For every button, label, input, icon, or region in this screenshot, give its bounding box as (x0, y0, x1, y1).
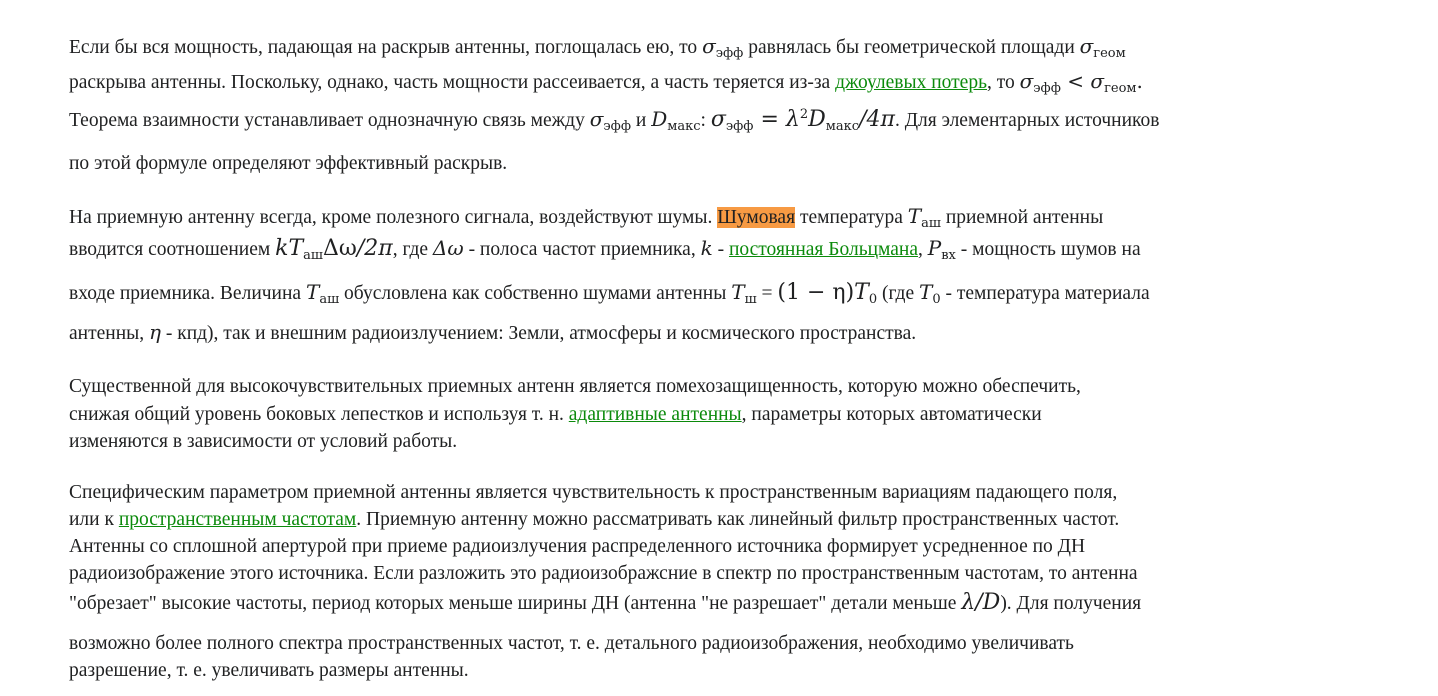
text: (где (877, 283, 919, 304)
text-line (69, 280, 1150, 305)
text: или к (69, 509, 119, 530)
text-line (69, 482, 1117, 504)
text-line (69, 69, 1143, 94)
text: обусловлена как собственно шумами антенны (339, 283, 732, 304)
text: - полоса частот приемника, (463, 239, 701, 260)
text: , (917, 239, 928, 260)
text: "обрезает" высокие частоты, период которых меньше ширины ДН (антенна "не разрешает" детали меньше (69, 593, 962, 614)
text: - температура материала (940, 283, 1150, 304)
text: - (712, 239, 729, 260)
text: : (700, 110, 711, 131)
text: = (756, 283, 778, 304)
text: равнялась бы геометрической площади (743, 37, 1080, 58)
link-spatial-frequencies[interactable]: пространственным частотам (118, 509, 357, 530)
text: приемной антенны (940, 207, 1104, 228)
text-line (69, 153, 507, 175)
text: возможно более полного спектра пространственных частот, т. е. детального радиоизображения, необходимо увеличивать (69, 633, 1074, 654)
text-line (69, 660, 469, 682)
text: снижая общий уровень боковых лепестков и используя т. н. (69, 404, 569, 425)
text: вводится соотношением (69, 239, 276, 260)
text: Существенной для высокочувствительных приемных антенн является помехозащищенность, которую можно обеспечить, (69, 376, 1081, 397)
text: Специфическим параметром приемной антенны является чувствительность к пространственным вариациям падающего поля, (69, 482, 1118, 503)
text: по этой формуле определяют эффективный раскрыв. (69, 153, 508, 174)
text-line (69, 204, 1103, 229)
text-line (69, 107, 1159, 132)
text: . Приемную антенну можно рассматривать как линейный фильтр пространственных частот. (356, 509, 1120, 530)
math-delta-omega: Δω (432, 236, 464, 260)
math-t-ash: $T_{аш}$ (305, 280, 340, 307)
text-line (69, 590, 1141, 615)
math-lambda-over-d: λ/D (961, 590, 1001, 615)
text: - кпд), так и внешним радиоизлучением: Земли, атмосферы и космического пространства. (160, 323, 917, 344)
link-boltzmann-constant[interactable]: постоянная Больцмана (728, 239, 918, 260)
text: разрешение, т. е. увеличивать размеры антенны. (69, 660, 469, 681)
text: На приемную антенну всегда, кроме полезного сигнала, воздействуют шумы. (69, 207, 718, 228)
math-inequality: $\sigma_{эфф} < \sigma_{геом}$. (1019, 69, 1143, 96)
text: радиоизображение этого источника. Если разложить это радиоизображсние в спектр по пространственным частотам, то антенна (69, 563, 1138, 584)
text: Антенны со сплошной апертурой при приеме радиоизлучения распределенного источника формирует усредненное по ДН (69, 536, 1086, 557)
math-eta: η (149, 320, 161, 344)
math-noise-formula: $kT_{аш}\Delta\omega/2\pi$ (275, 236, 393, 263)
text-line (69, 536, 1085, 558)
text: входе приемника. Величина (69, 283, 306, 304)
search-highlight: Шумовая (717, 207, 796, 228)
math-sigma-eff: $\sigma_{эфф}$ (589, 107, 631, 134)
text: температура (795, 207, 908, 228)
text: раскрыва антенны. Поскольку, однако, часть мощности рассеивается, а часть теряется из-за (69, 72, 836, 93)
math-antenna-noise-formula: $(1 - \eta)T_0$ (777, 280, 878, 307)
text: изменяются в зависимости от условий работы. (69, 431, 458, 452)
math-t-ash: $T_{аш}$ (907, 204, 941, 231)
text-line (69, 320, 916, 345)
link-joule-losses[interactable]: джоулевых потерь (835, 72, 987, 93)
math-t0: $T_0$ (919, 280, 941, 307)
text: и (631, 110, 652, 131)
link-adaptive-antennas[interactable]: адаптивные антенны (568, 404, 742, 425)
text: , то (986, 72, 1020, 93)
math-sigma-geom: $\sigma_{геом}$ (1079, 34, 1126, 61)
math-d-max: $D_{макс}$ (651, 107, 701, 134)
text-line (69, 633, 1074, 655)
text-line (69, 431, 457, 453)
text: Теорема взаимности устанавливает однозначную связь между (69, 110, 590, 131)
math-p-vx: $P_{вх}$ (927, 236, 956, 263)
text: антенны, (69, 323, 149, 344)
text-line (69, 236, 1141, 261)
text: , параметры которых автоматически (741, 404, 1042, 425)
text: Если бы вся мощность, падающая на раскрыв антенны, поглощалась ею, то (69, 37, 703, 58)
math-sigma-eff: $\sigma_{эфф}$ (702, 34, 744, 61)
text: , где (392, 239, 433, 260)
text-line (69, 404, 1042, 426)
math-reciprocity-formula: $\sigma_{эфф} = \lambda^2D_{макс}/4\pi$ (710, 107, 895, 134)
text-line (69, 34, 1126, 59)
math-t-sh: $T_ш$ (731, 280, 757, 307)
text-line (69, 376, 1081, 398)
text: ). Для получения (1000, 593, 1142, 614)
text: . Для элементарных источников (894, 110, 1160, 131)
text: - мощность шумов на (955, 239, 1141, 260)
text-line (69, 563, 1138, 585)
text-line (69, 509, 1119, 531)
math-k: k (700, 236, 713, 260)
